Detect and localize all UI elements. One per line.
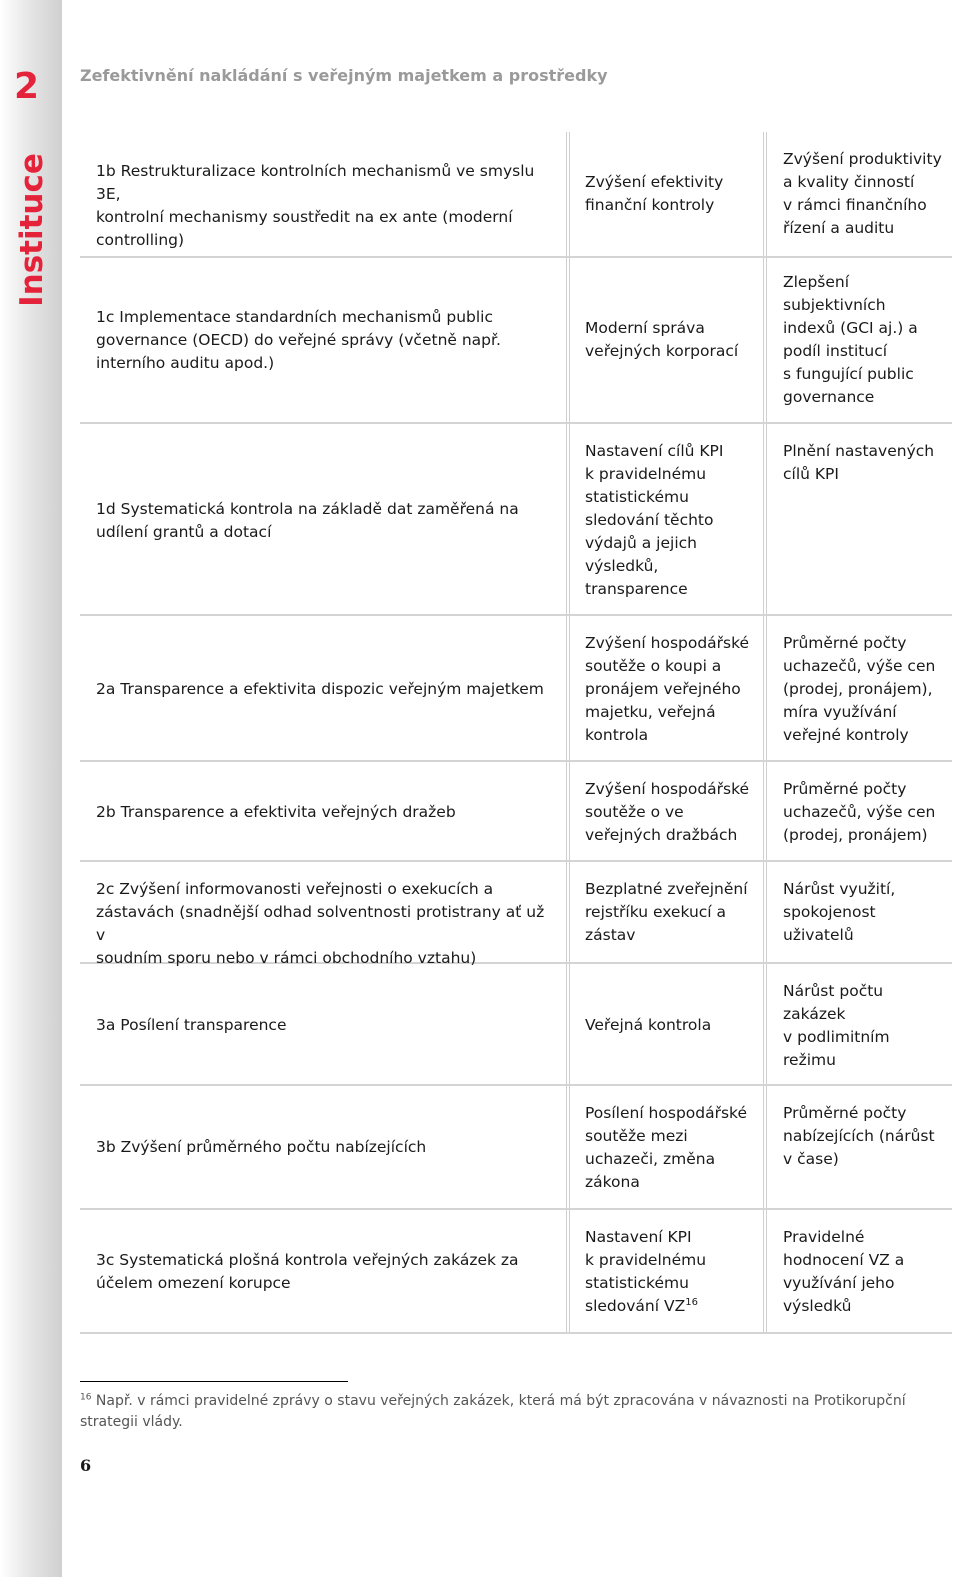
indicator-cell: Průměrné počty nabízejících (nárůst v čase) bbox=[783, 1104, 935, 1168]
table-row bbox=[80, 1210, 952, 1334]
measure-cell: 1b Restrukturalizace kontrolních mechanismů ve smyslu 3E, kontrolní mechanismy soustředit na ex ante (moderní controlling) bbox=[96, 162, 535, 249]
table-row bbox=[80, 1086, 952, 1210]
indicator-cell: Průměrné počty uchazečů, výše cen (prodej, pronájem) bbox=[783, 780, 936, 844]
table-row bbox=[80, 762, 952, 862]
measure-cell: 2b Transparence a efektivita veřejných dražeb bbox=[96, 803, 456, 821]
goal-text: Nastavení KPI k pravidelnému statistickému sledování VZ bbox=[585, 1228, 707, 1315]
page-header-title: Zefektivnění nakládání s veřejným majetkem a prostředky bbox=[80, 66, 608, 85]
table-row bbox=[80, 862, 952, 967]
measure-cell: 1d Systematická kontrola na základě dat zaměřená na udílení grantů a dotací bbox=[96, 500, 519, 541]
footnote-reference: 16 bbox=[685, 1296, 698, 1308]
footnote-number: 16 bbox=[80, 1392, 92, 1403]
page-number: 6 bbox=[80, 1456, 92, 1475]
goal-cell: Zvýšení efektivity finanční kontroly bbox=[585, 173, 724, 214]
footnote bbox=[80, 1391, 952, 1433]
measure-cell: 2c Zvýšení informovanosti veřejnosti o exekucích a zástavách (snadnější odhad solventnosti protistrany ať už v soudním sporu nebo v rámci obchodního vztahu) bbox=[96, 880, 545, 967]
indicator-cell: Nárůst využití, spokojenost uživatelů bbox=[783, 880, 896, 944]
goal-cell: Bezplatné zveřejnění rejstříku exekucí a zástav bbox=[585, 880, 748, 944]
measure-cell: 3b Zvýšení průměrného počtu nabízejících bbox=[96, 1138, 427, 1156]
goal-cell: Nastavení cílů KPI k pravidelnému statistickému sledování těchto výdajů a jejich výsledků, transparence bbox=[585, 442, 724, 598]
table-row bbox=[80, 258, 952, 424]
indicator-cell: Plnění nastavených cílů KPI bbox=[783, 442, 935, 483]
table-row bbox=[80, 964, 952, 1086]
goal-cell bbox=[585, 1226, 760, 1318]
goal-cell: Zvýšení hospodářské soutěže o ve veřejných dražbách bbox=[585, 780, 750, 844]
indicator-cell: Zlepšení subjektivních indexů (GCI aj.) a podíl institucí s fungující public governance bbox=[783, 273, 918, 406]
table-row bbox=[80, 616, 952, 762]
indicator-cell: Průměrné počty uchazečů, výše cen (prodej, pronájem), míra využívání veřejné kontroly bbox=[783, 634, 936, 744]
measure-cell: 3c Systematická plošná kontrola veřejných zakázek za účelem omezení korupce bbox=[96, 1251, 519, 1292]
goal-cell: Veřejná kontrola bbox=[585, 1016, 712, 1034]
goal-cell: Posílení hospodářské soutěže mezi uchazeči, změna zákona bbox=[585, 1104, 748, 1191]
indicator-cell: Zvýšení produktivity a kvality činností v rámci finančního řízení a auditu bbox=[783, 150, 942, 237]
footnote-separator bbox=[80, 1381, 348, 1382]
chapter-number: 2 bbox=[14, 66, 40, 107]
indicator-cell: Pravidelné hodnocení VZ a využívání jeho výsledků bbox=[783, 1228, 905, 1315]
measure-cell: 1c Implementace standardních mechanismů public governance (OECD) do veřejné správy (včetně např. interního auditu apod.) bbox=[96, 308, 501, 372]
measure-cell: 2a Transparence a efektivita dispozic veřejným majetkem bbox=[96, 680, 544, 698]
section-label: Instituce bbox=[14, 153, 50, 307]
measure-cell: 3a Posílení transparence bbox=[96, 1016, 287, 1034]
table-row bbox=[80, 424, 952, 616]
footnote-text: Např. v rámci pravidelné zprávy o stavu veřejných zakázek, která má být zpracována v návaznosti na Protikorupční strategii vlády. bbox=[80, 1393, 906, 1430]
table-row bbox=[80, 132, 952, 258]
goal-cell: Moderní správa veřejných korporací bbox=[585, 319, 739, 360]
indicator-cell: Nárůst počtu zakázek v podlimitním režimu bbox=[783, 982, 890, 1069]
goal-cell: Zvýšení hospodářské soutěže o koupi a pronájem veřejného majetku, veřejná kontrola bbox=[585, 634, 750, 744]
